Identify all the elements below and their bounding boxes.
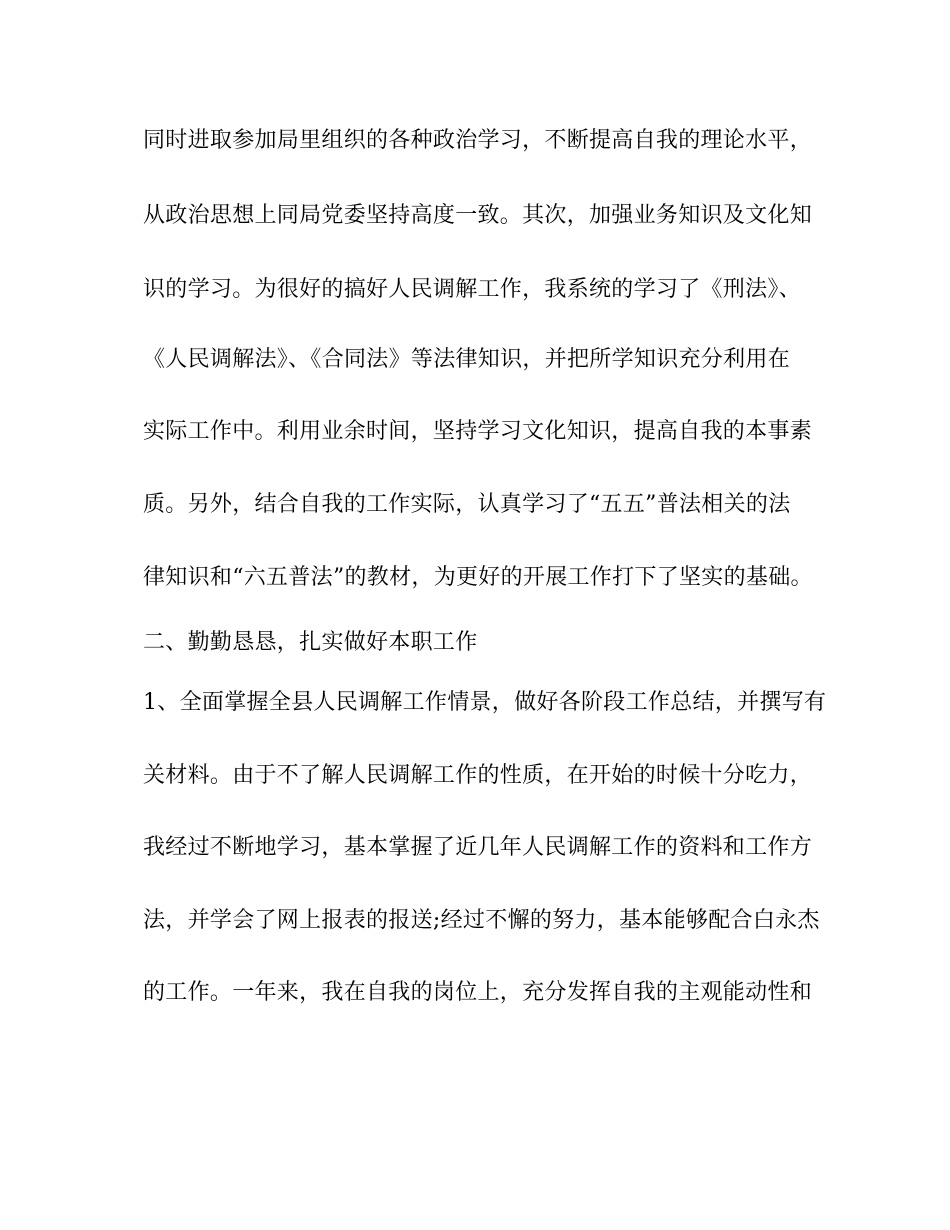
body-text-line: 识的学习。为很好的搞好人民调解工作，我系统的学习了《刑法》、 — [143, 277, 802, 302]
body-text-line: 1、全面掌握全县人民调解工作情景，做好各阶段工作总结，并撰写有 — [143, 690, 827, 715]
body-text-line: 同时进取参加局里组织的各种政治学习，不断提高自我的理论水平， — [143, 128, 813, 153]
body-text-line: 关材料。由于不了解人民调解工作的性质，在开始的时候十分吃力， — [143, 763, 813, 788]
body-text-line: 的工作。一年来，我在自我的岗位上，充分发挥自我的主观能动性和 — [143, 980, 813, 1005]
body-text-line: 法，并学会了网上报表的报送;经过不懈的努力，基本能够配合白永杰 — [143, 908, 820, 933]
body-text-line: 《人民调解法》、《合同法》等法律知识，并把所学知识充分利用在 — [143, 347, 791, 372]
body-text-line: 实际工作中。利用业余时间，坚持学习文化知识，提高自我的本事素 — [143, 419, 813, 444]
body-text-line: 我经过不断地学习，基本掌握了近几年人民调解工作的资料和工作方 — [143, 835, 813, 860]
body-text-line: 从政治思想上同局党委坚持高度一致。其次，加强业务知识及文化知 — [143, 203, 813, 228]
body-text-line: 律知识和“六五普法”的教材，为更好的开展工作打下了坚实的基础。 — [143, 565, 813, 590]
body-text-line: 质。另外，结合自我的工作实际，认真学习了“五五”普法相关的法 — [143, 492, 791, 517]
section-heading: 二、勤勤恳恳，扎实做好本职工作 — [143, 630, 478, 655]
